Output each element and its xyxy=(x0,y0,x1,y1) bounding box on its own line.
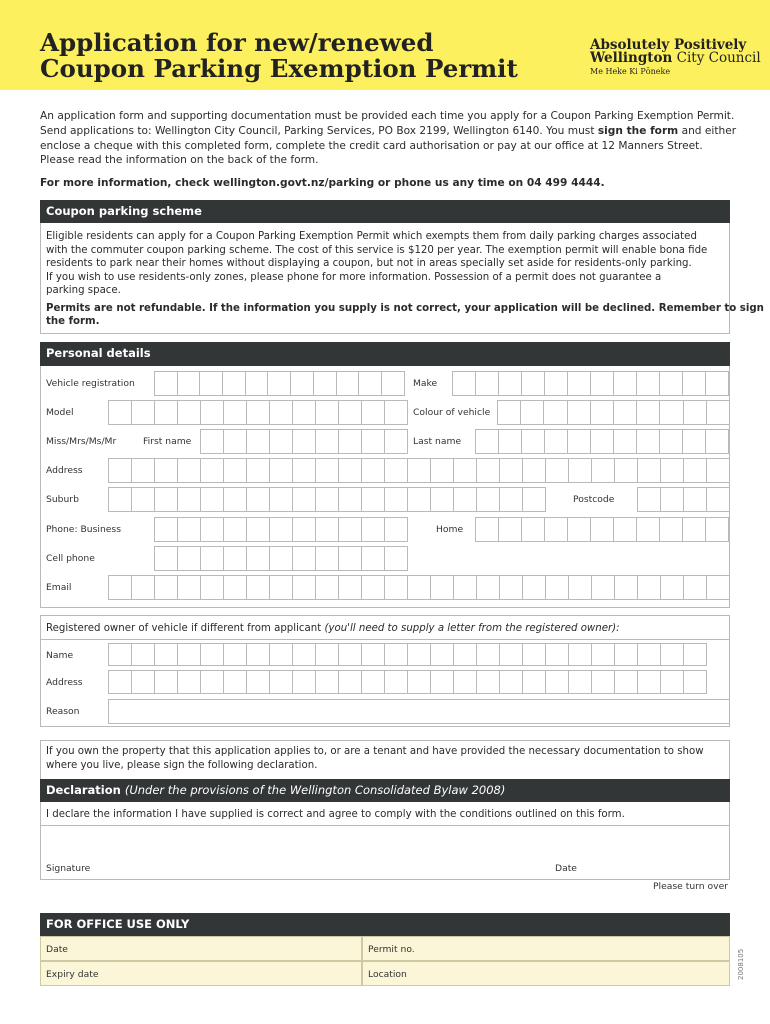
char-cell[interactable] xyxy=(362,670,385,694)
reason-input[interactable] xyxy=(108,699,730,724)
char-cell[interactable] xyxy=(706,371,729,396)
char-cell[interactable] xyxy=(477,458,500,483)
char-cell[interactable] xyxy=(638,575,661,600)
char-cell[interactable] xyxy=(155,371,178,396)
char-cell[interactable] xyxy=(568,429,591,454)
char-cell[interactable] xyxy=(523,458,546,483)
title-label: Miss/Mrs/Ms/Mr xyxy=(46,436,117,447)
char-cell[interactable] xyxy=(385,487,408,512)
char-cell[interactable] xyxy=(592,643,615,666)
make-label: Make xyxy=(413,378,438,389)
char-cell[interactable] xyxy=(316,400,339,425)
char-cell[interactable] xyxy=(268,371,291,396)
char-cell[interactable] xyxy=(109,670,132,694)
char-cell[interactable] xyxy=(314,371,337,396)
declaration-date-area[interactable] xyxy=(585,830,725,876)
char-cell[interactable] xyxy=(477,670,500,694)
char-cell[interactable] xyxy=(638,458,661,483)
char-cell[interactable] xyxy=(109,458,132,483)
char-cell[interactable] xyxy=(454,575,477,600)
char-cell[interactable] xyxy=(316,517,339,542)
form-title-line1: Application for new/renewed xyxy=(40,28,434,57)
office-location-label: Location xyxy=(368,969,407,980)
char-cell[interactable] xyxy=(591,517,614,542)
char-cell[interactable] xyxy=(661,487,684,512)
postcode-label: Postcode xyxy=(573,494,615,505)
char-cell[interactable] xyxy=(431,458,454,483)
char-cell[interactable] xyxy=(178,517,201,542)
char-cell[interactable] xyxy=(132,575,155,600)
suburb-input[interactable] xyxy=(108,487,546,512)
char-cell[interactable] xyxy=(454,643,477,666)
char-cell[interactable] xyxy=(316,487,339,512)
char-cell[interactable] xyxy=(270,487,293,512)
char-cell[interactable] xyxy=(155,643,178,666)
char-cell[interactable] xyxy=(201,670,224,694)
char-cell[interactable] xyxy=(247,458,270,483)
char-cell[interactable] xyxy=(638,643,661,666)
form-code: 2008105 xyxy=(737,948,745,980)
signature-area[interactable] xyxy=(108,830,548,876)
char-cell[interactable] xyxy=(638,487,661,512)
char-cell[interactable] xyxy=(523,670,546,694)
char-cell[interactable] xyxy=(339,429,362,454)
char-cell[interactable] xyxy=(224,458,247,483)
char-cell[interactable] xyxy=(247,643,270,666)
char-cell[interactable] xyxy=(246,371,269,396)
model-label: Model xyxy=(46,407,74,418)
char-cell[interactable] xyxy=(293,400,316,425)
char-cell[interactable] xyxy=(247,429,270,454)
char-cell[interactable] xyxy=(201,429,224,454)
char-cell[interactable] xyxy=(614,517,637,542)
char-cell[interactable] xyxy=(408,487,431,512)
char-cell[interactable] xyxy=(316,670,339,694)
first-name-label: First name xyxy=(143,436,192,447)
char-cell[interactable] xyxy=(523,575,546,600)
char-cell[interactable] xyxy=(178,400,201,425)
char-cell[interactable] xyxy=(109,643,132,666)
char-cell[interactable] xyxy=(132,670,155,694)
char-cell[interactable] xyxy=(545,429,568,454)
char-cell[interactable] xyxy=(224,546,247,571)
char-cell[interactable] xyxy=(201,575,224,600)
char-cell[interactable] xyxy=(132,458,155,483)
char-cell[interactable] xyxy=(568,517,591,542)
char-cell[interactable] xyxy=(178,643,201,666)
council-logo-line1: Absolutely Positively xyxy=(590,37,747,53)
char-cell[interactable] xyxy=(592,670,615,694)
char-cell[interactable] xyxy=(385,517,408,542)
char-cell[interactable] xyxy=(453,371,476,396)
char-cell[interactable] xyxy=(155,458,178,483)
char-cell[interactable] xyxy=(362,429,385,454)
address-input[interactable] xyxy=(108,458,730,483)
char-cell[interactable] xyxy=(270,546,293,571)
char-cell[interactable] xyxy=(293,517,316,542)
char-cell[interactable] xyxy=(293,546,316,571)
char-cell[interactable] xyxy=(270,670,293,694)
char-cell[interactable] xyxy=(109,575,132,600)
char-cell[interactable] xyxy=(476,429,499,454)
char-cell[interactable] xyxy=(201,487,224,512)
office-date-field[interactable] xyxy=(40,936,362,961)
char-cell[interactable] xyxy=(201,458,224,483)
char-cell[interactable] xyxy=(339,517,362,542)
office-use-heading: FOR OFFICE USE ONLY xyxy=(40,913,730,936)
cell-phone-input[interactable] xyxy=(154,546,408,571)
char-cell[interactable] xyxy=(523,643,546,666)
char-cell[interactable] xyxy=(707,575,730,600)
char-cell[interactable] xyxy=(477,575,500,600)
declaration-intro-1: If you own the property that this application applies to, or are a tenant and have provided the necessary documentation to show xyxy=(46,746,704,757)
char-cell[interactable] xyxy=(637,429,660,454)
char-cell[interactable] xyxy=(660,371,683,396)
char-cell[interactable] xyxy=(661,458,684,483)
char-cell[interactable] xyxy=(569,643,592,666)
char-cell[interactable] xyxy=(454,458,477,483)
char-cell[interactable] xyxy=(591,371,614,396)
char-cell[interactable] xyxy=(382,371,405,396)
owner-name-input[interactable] xyxy=(108,643,707,666)
char-cell[interactable] xyxy=(339,670,362,694)
char-cell[interactable] xyxy=(661,670,684,694)
char-cell[interactable] xyxy=(293,429,316,454)
char-cell[interactable] xyxy=(224,575,247,600)
char-cell[interactable] xyxy=(155,546,178,571)
signature-label: Signature xyxy=(46,863,91,874)
cell-phone-label: Cell phone xyxy=(46,553,95,564)
char-cell[interactable] xyxy=(224,429,247,454)
char-cell[interactable] xyxy=(500,643,523,666)
address-label: Address xyxy=(46,465,83,476)
char-cell[interactable] xyxy=(614,371,637,396)
char-cell[interactable] xyxy=(615,458,638,483)
char-cell[interactable] xyxy=(178,458,201,483)
char-cell[interactable] xyxy=(660,517,683,542)
intro-line-2: Send applications to: Wellington City Council, Parking Services, PO Box 2199, Wellington 6140. You must sign the form and either xyxy=(40,125,737,137)
char-cell[interactable] xyxy=(498,400,521,425)
office-permit-field[interactable] xyxy=(362,936,730,961)
char-cell[interactable] xyxy=(522,517,545,542)
char-cell[interactable] xyxy=(385,546,408,571)
owner-address-input[interactable] xyxy=(108,670,707,694)
last-name-label: Last name xyxy=(413,436,462,447)
please-turn-over: Please turn over xyxy=(653,881,729,892)
char-cell[interactable] xyxy=(476,517,499,542)
char-cell[interactable] xyxy=(408,643,431,666)
char-cell[interactable] xyxy=(223,371,246,396)
char-cell[interactable] xyxy=(545,517,568,542)
char-cell[interactable] xyxy=(247,670,270,694)
first-name-input[interactable] xyxy=(200,429,408,454)
char-cell[interactable] xyxy=(706,429,729,454)
council-logo-city-council: City Council xyxy=(672,50,761,66)
char-cell[interactable] xyxy=(591,400,614,425)
char-cell[interactable] xyxy=(638,670,661,694)
declaration-statement: I declare the information I have supplied is correct and agree to comply with the conditions outlined on this form. xyxy=(46,809,625,820)
owner-address-label: Address xyxy=(46,677,83,688)
char-cell[interactable] xyxy=(615,575,638,600)
char-cell[interactable] xyxy=(155,400,178,425)
char-cell[interactable] xyxy=(476,371,499,396)
char-cell[interactable] xyxy=(385,458,408,483)
char-cell[interactable] xyxy=(201,517,224,542)
char-cell[interactable] xyxy=(385,429,408,454)
char-cell[interactable] xyxy=(224,400,247,425)
char-cell[interactable] xyxy=(522,371,545,396)
council-logo-wellington: Wellington xyxy=(590,50,673,66)
char-cell[interactable] xyxy=(569,458,592,483)
email-label: Email xyxy=(46,582,72,593)
char-cell[interactable] xyxy=(247,546,270,571)
char-cell[interactable] xyxy=(132,400,155,425)
char-cell[interactable] xyxy=(270,429,293,454)
char-cell[interactable] xyxy=(362,643,385,666)
council-logo-tagline: Me Heke Ki Pōneke xyxy=(590,67,671,76)
char-cell[interactable] xyxy=(454,670,477,694)
make-input[interactable] xyxy=(452,371,729,396)
char-cell[interactable] xyxy=(521,400,544,425)
char-cell[interactable] xyxy=(247,487,270,512)
char-cell[interactable] xyxy=(684,670,707,694)
char-cell[interactable] xyxy=(339,487,362,512)
char-cell[interactable] xyxy=(591,429,614,454)
char-cell[interactable] xyxy=(224,487,247,512)
char-cell[interactable] xyxy=(499,371,522,396)
char-cell[interactable] xyxy=(293,670,316,694)
phone-business-label: Phone: Business xyxy=(46,524,121,535)
declaration-date-label: Date xyxy=(555,863,577,874)
char-cell[interactable] xyxy=(546,575,569,600)
char-cell[interactable] xyxy=(477,487,500,512)
char-cell[interactable] xyxy=(661,575,684,600)
char-cell[interactable] xyxy=(546,458,569,483)
colour-label: Colour of vehicle xyxy=(413,407,491,418)
char-cell[interactable] xyxy=(362,487,385,512)
char-cell[interactable] xyxy=(270,643,293,666)
char-cell[interactable] xyxy=(684,400,707,425)
char-cell[interactable] xyxy=(385,400,408,425)
intro-line-4: Please read the information on the back of the form. xyxy=(40,154,319,166)
char-cell[interactable] xyxy=(109,400,132,425)
char-cell[interactable] xyxy=(707,458,730,483)
char-cell[interactable] xyxy=(316,643,339,666)
office-expiry-label: Expiry date xyxy=(46,969,99,980)
char-cell[interactable] xyxy=(661,643,684,666)
char-cell[interactable] xyxy=(316,575,339,600)
char-cell[interactable] xyxy=(132,643,155,666)
char-cell[interactable] xyxy=(499,429,522,454)
vehicle-registration-label: Vehicle registration xyxy=(46,378,135,389)
char-cell[interactable] xyxy=(201,643,224,666)
office-location-field[interactable] xyxy=(362,961,730,986)
char-cell[interactable] xyxy=(224,670,247,694)
char-cell[interactable] xyxy=(270,575,293,600)
char-cell[interactable] xyxy=(339,643,362,666)
char-cell[interactable] xyxy=(337,371,360,396)
char-cell[interactable] xyxy=(684,487,707,512)
intro-line-1: An application form and supporting documentation must be provided each time you apply for a Coupon Parking Exemption Permit. xyxy=(40,110,735,122)
email-input[interactable] xyxy=(108,575,730,600)
char-cell[interactable] xyxy=(568,400,591,425)
char-cell[interactable] xyxy=(132,487,155,512)
char-cell[interactable] xyxy=(362,575,385,600)
char-cell[interactable] xyxy=(339,400,362,425)
char-cell[interactable] xyxy=(178,575,201,600)
char-cell[interactable] xyxy=(385,643,408,666)
char-cell[interactable] xyxy=(291,371,314,396)
char-cell[interactable] xyxy=(614,400,637,425)
char-cell[interactable] xyxy=(431,670,454,694)
model-input[interactable] xyxy=(108,400,408,425)
reason-label: Reason xyxy=(46,706,80,717)
char-cell[interactable] xyxy=(683,429,706,454)
char-cell[interactable] xyxy=(178,487,201,512)
more-info-line: For more information, check wellington.govt.nz/parking or phone us any time on 04 499 4444. xyxy=(40,177,605,189)
char-cell[interactable] xyxy=(522,429,545,454)
phone-business-input[interactable] xyxy=(154,517,408,542)
postcode-input[interactable] xyxy=(637,487,730,512)
char-cell[interactable] xyxy=(155,487,178,512)
char-cell[interactable] xyxy=(224,517,247,542)
char-cell[interactable] xyxy=(569,575,592,600)
char-cell[interactable] xyxy=(362,458,385,483)
char-cell[interactable] xyxy=(500,458,523,483)
char-cell[interactable] xyxy=(316,458,339,483)
owner-divider xyxy=(40,639,730,640)
char-cell[interactable] xyxy=(683,371,706,396)
char-cell[interactable] xyxy=(614,429,637,454)
council-logo-line2 xyxy=(590,50,761,66)
char-cell[interactable] xyxy=(109,487,132,512)
suburb-label: Suburb xyxy=(46,494,79,505)
owner-name-label: Name xyxy=(46,650,74,661)
char-cell[interactable] xyxy=(544,400,567,425)
char-cell[interactable] xyxy=(499,517,522,542)
char-cell[interactable] xyxy=(431,575,454,600)
char-cell[interactable] xyxy=(224,643,247,666)
char-cell[interactable] xyxy=(637,371,660,396)
char-cell[interactable] xyxy=(431,643,454,666)
char-cell[interactable] xyxy=(247,400,270,425)
char-cell[interactable] xyxy=(546,670,569,694)
char-cell[interactable] xyxy=(155,575,178,600)
char-cell[interactable] xyxy=(201,546,224,571)
registered-owner-heading: Registered owner of vehicle if different from applicant (you'll need to supply a letter from the registered owner): xyxy=(46,623,620,634)
char-cell[interactable] xyxy=(178,670,201,694)
char-cell[interactable] xyxy=(339,458,362,483)
char-cell[interactable] xyxy=(431,487,454,512)
char-cell[interactable] xyxy=(500,575,523,600)
char-cell[interactable] xyxy=(500,487,523,512)
char-cell[interactable] xyxy=(408,670,431,694)
char-cell[interactable] xyxy=(247,575,270,600)
char-cell[interactable] xyxy=(155,517,178,542)
personal-details-heading: Personal details xyxy=(40,342,730,366)
char-cell[interactable] xyxy=(178,546,201,571)
char-cell[interactable] xyxy=(270,400,293,425)
declaration-intro-2: where you live, please sign the following declaration. xyxy=(46,760,318,771)
char-cell[interactable] xyxy=(339,546,362,571)
char-cell[interactable] xyxy=(362,517,385,542)
char-cell[interactable] xyxy=(270,458,293,483)
vehicle-registration-input[interactable] xyxy=(154,371,405,396)
char-cell[interactable] xyxy=(408,575,431,600)
declaration-heading: Declaration (Under the provisions of the Wellington Consolidated Bylaw 2008) xyxy=(40,779,730,802)
char-cell[interactable] xyxy=(362,400,385,425)
char-cell[interactable] xyxy=(362,546,385,571)
char-cell[interactable] xyxy=(615,643,638,666)
char-cell[interactable] xyxy=(660,400,683,425)
char-cell[interactable] xyxy=(454,487,477,512)
char-cell[interactable] xyxy=(592,575,615,600)
char-cell[interactable] xyxy=(615,670,638,694)
home-phone-input[interactable] xyxy=(475,517,729,542)
colour-input[interactable] xyxy=(497,400,730,425)
char-cell[interactable] xyxy=(155,670,178,694)
char-cell[interactable] xyxy=(684,575,707,600)
char-cell[interactable] xyxy=(637,517,660,542)
home-phone-label: Home xyxy=(436,524,464,535)
char-cell[interactable] xyxy=(339,575,362,600)
char-cell[interactable] xyxy=(684,458,707,483)
char-cell[interactable] xyxy=(408,458,431,483)
char-cell[interactable] xyxy=(293,458,316,483)
char-cell[interactable] xyxy=(592,458,615,483)
office-date-label: Date xyxy=(46,944,68,955)
char-cell[interactable] xyxy=(546,643,569,666)
char-cell[interactable] xyxy=(523,487,546,512)
char-cell[interactable] xyxy=(707,400,730,425)
char-cell[interactable] xyxy=(270,517,293,542)
char-cell[interactable] xyxy=(684,643,707,666)
char-cell[interactable] xyxy=(385,575,408,600)
char-cell[interactable] xyxy=(683,517,706,542)
char-cell[interactable] xyxy=(707,487,730,512)
coupon-scheme-text: Eligible residents can apply for a Coupon Parking Exemption Permit which exempts them from daily parking charges associated with the commuter coupon parking scheme. The cost of this service is $120 per year. The exemption permit will enable bona fide residents to park near their homes without displaying a coupon, but not in areas specially set aside for residents-only parking. If you wish to use residents-only zones, please phone for more information. Possession of a permit does not guarantee a parking space. Permits are not refundable. If the information you supply is not correct, your application will be declined. Remember to sign the form. xyxy=(46,231,764,327)
char-cell[interactable] xyxy=(178,371,201,396)
char-cell[interactable] xyxy=(359,371,382,396)
char-cell[interactable] xyxy=(201,400,224,425)
char-cell[interactable] xyxy=(293,487,316,512)
char-cell[interactable] xyxy=(385,670,408,694)
char-cell[interactable] xyxy=(545,371,568,396)
char-cell[interactable] xyxy=(568,371,591,396)
coupon-scheme-heading: Coupon parking scheme xyxy=(40,200,730,223)
char-cell[interactable] xyxy=(477,643,500,666)
char-cell[interactable] xyxy=(569,670,592,694)
intro-line-3: enclose a cheque with this completed form, complete the credit card authorisation or pay at our office at 12 Manners Street. xyxy=(40,140,703,152)
office-permit-label: Permit no. xyxy=(368,944,415,955)
char-cell[interactable] xyxy=(637,400,660,425)
declaration-divider xyxy=(40,825,730,826)
char-cell[interactable] xyxy=(316,546,339,571)
char-cell[interactable] xyxy=(316,429,339,454)
char-cell[interactable] xyxy=(293,643,316,666)
char-cell[interactable] xyxy=(660,429,683,454)
form-title-line2: Coupon Parking Exemption Permit xyxy=(40,54,518,83)
char-cell[interactable] xyxy=(200,371,223,396)
char-cell[interactable] xyxy=(247,517,270,542)
char-cell[interactable] xyxy=(293,575,316,600)
char-cell[interactable] xyxy=(706,517,729,542)
last-name-input[interactable] xyxy=(475,429,729,454)
char-cell[interactable] xyxy=(500,670,523,694)
